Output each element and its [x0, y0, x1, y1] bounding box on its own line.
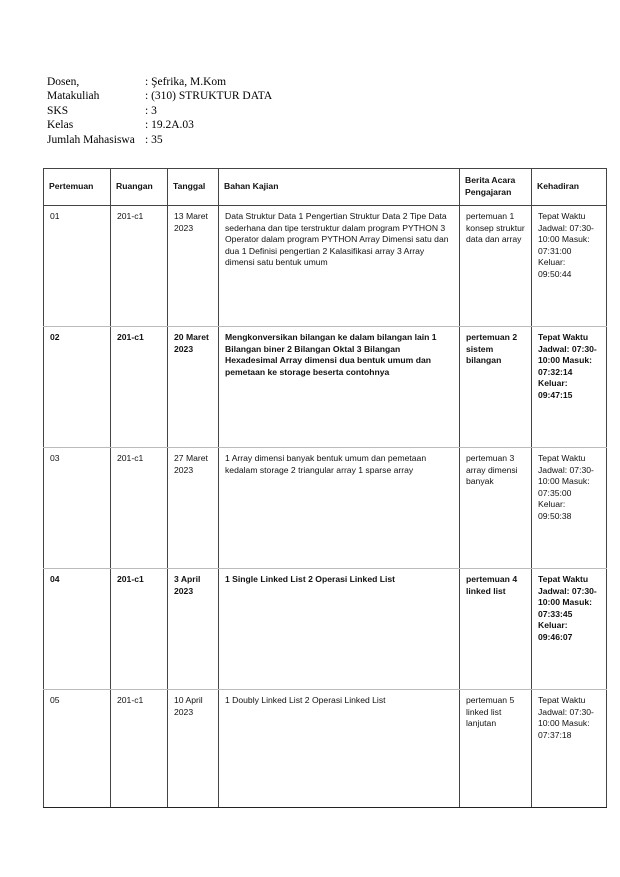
info-value: : (310) STRUKTUR DATA	[145, 90, 273, 103]
header-kehadiran: Kehadiran	[532, 169, 607, 206]
cell-bahan-kajian: 1 Doubly Linked List 2 Operasi Linked List	[219, 690, 460, 808]
header-berita-acara: Berita Acara Pengajaran	[460, 169, 532, 206]
cell-pertemuan: 04	[44, 569, 111, 690]
cell-bahan-kajian: Mengkonversikan bilangan ke dalam bilangan lain 1 Bilangan biner 2 Bilangan Oktal 3 Bilangan Hexadesimal Array dimensi dua bentuk umum dan pemetaan ke storage beserta contohnya	[219, 327, 460, 448]
info-row-matakuliah	[47, 89, 272, 103]
cell-ruangan: 201-c1	[111, 569, 168, 690]
info-value: : 3	[145, 104, 157, 117]
table-header-row	[44, 169, 607, 206]
cell-ruangan: 201-c1	[111, 690, 168, 808]
cell-berita-acara: pertemuan 1 konsep struktur data dan array	[460, 206, 532, 327]
cell-tanggal: 27 Maret 2023	[168, 448, 219, 569]
table-row	[44, 569, 607, 690]
info-label: Dosen,	[47, 76, 80, 88]
cell-kehadiran: Tepat Waktu Jadwal: 07:30-10:00 Masuk: 07:32:14 Keluar: 09:47:15	[532, 327, 607, 448]
cell-tanggal: 10 April 2023	[168, 690, 219, 808]
table-row	[44, 327, 607, 448]
cell-tanggal: 3 April 2023	[168, 569, 219, 690]
info-row-jumlah-mahasiswa	[47, 133, 272, 147]
cell-berita-acara: pertemuan 3 array dimensi banyak	[460, 448, 532, 569]
header-tanggal: Tanggal	[168, 169, 219, 206]
cell-berita-acara: pertemuan 4 linked list	[460, 569, 532, 690]
cell-tanggal: 20 Maret 2023	[168, 327, 219, 448]
cell-berita-acara: pertemuan 2 sistem bilangan	[460, 327, 532, 448]
info-value: : Şefrika, M.Kom	[145, 76, 227, 88]
header-ruangan: Ruangan	[111, 169, 168, 206]
cell-pertemuan: 02	[44, 327, 111, 448]
cell-pertemuan: 03	[44, 448, 111, 569]
header-pertemuan: Pertemuan	[44, 169, 111, 206]
info-row-dosen	[47, 75, 272, 89]
course-info	[47, 75, 272, 147]
cell-kehadiran: Tepat Waktu Jadwal: 07:30-10:00 Masuk: 07:31:00 Keluar: 09:50:44	[532, 206, 607, 327]
cell-bahan-kajian: Data Struktur Data 1 Pengertian Struktur Data 2 Tipe Data sederhana dan tipe terstruktur dalam program PYTHON 3 Operator dalam program PYTHON Array Dimensi satu dan dua 1 Definisi pengertian 2 Kalasifikasi array 3 Array dimensi satu bentuk umum	[219, 206, 460, 327]
info-row-sks	[47, 104, 272, 118]
cell-berita-acara: pertemuan 5 linked list lanjutan	[460, 690, 532, 808]
cell-ruangan: 201-c1	[111, 206, 168, 327]
lecture-schedule-table	[43, 168, 607, 808]
info-value: : 19.2A.03	[145, 119, 194, 132]
info-label: Matakuliah	[47, 90, 100, 103]
info-label: SKS	[47, 104, 69, 117]
info-value: : 35	[145, 133, 163, 146]
cell-kehadiran: Tepat Waktu Jadwal: 07:30-10:00 Masuk: 07:37:18	[532, 690, 607, 808]
info-label: Jumlah Mahasiswa	[47, 133, 135, 146]
table-row	[44, 206, 607, 327]
cell-ruangan: 201-c1	[111, 327, 168, 448]
info-row-kelas	[47, 118, 272, 132]
cell-kehadiran: Tepat Waktu Jadwal: 07:30-10:00 Masuk: 07:33:45 Keluar: 09:46:07	[532, 569, 607, 690]
cell-bahan-kajian: 1 Single Linked List 2 Operasi Linked List	[219, 569, 460, 690]
cell-kehadiran: Tepat Waktu Jadwal: 07:30-10:00 Masuk: 07:35:00 Keluar: 09:50:38	[532, 448, 607, 569]
cell-ruangan: 201-c1	[111, 448, 168, 569]
cell-pertemuan: 01	[44, 206, 111, 327]
cell-pertemuan: 05	[44, 690, 111, 808]
table-row	[44, 690, 607, 808]
cell-bahan-kajian: 1 Array dimensi banyak bentuk umum dan pemetaan kedalam storage 2 triangular array 1 sparse array	[219, 448, 460, 569]
info-label: Kelas	[47, 119, 74, 132]
header-bahan-kajian: Bahan Kajian	[219, 169, 460, 206]
cell-tanggal: 13 Maret 2023	[168, 206, 219, 327]
table-row	[44, 448, 607, 569]
